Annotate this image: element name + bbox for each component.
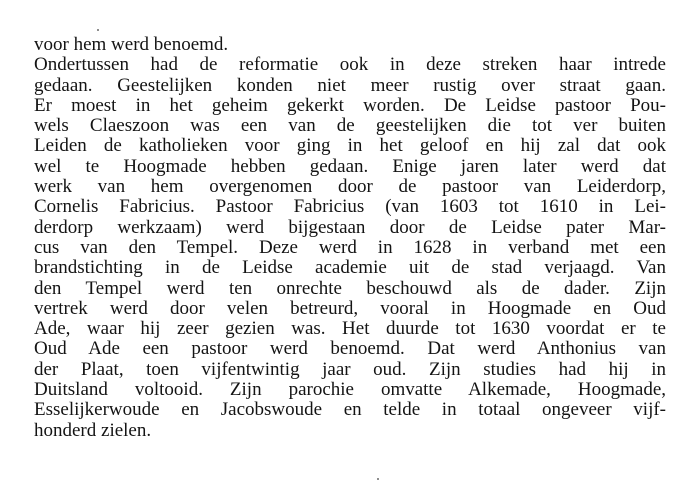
text-line: Duitsland voltooid. Zijn parochie omvatte Alkemade, Hoogmade, bbox=[34, 379, 666, 401]
text-line: Esselijkerwoude en Jacobswoude en telde in totaal ongeveer vijf- bbox=[34, 399, 666, 421]
text-line: gedaan. Geestelijken konden niet meer rustig over straat gaan. bbox=[34, 74, 666, 96]
scan-speck bbox=[97, 29, 99, 31]
text-line: brandstichting in de Leidse academie uit de stad verjaagd. Van bbox=[34, 257, 666, 279]
text-line: vertrek werd door velen betreurd, vooral in Hoogmade en Oud bbox=[34, 297, 666, 319]
text-line: wel te Hoogmade hebben gedaan. Enige jaren later werd dat bbox=[34, 155, 666, 177]
text-line: Cornelis Fabricius. Pastoor Fabricius (van 1603 tot 1610 in Lei- bbox=[34, 196, 666, 218]
text-line: den Tempel werd ten onrechte beschouwd als de dader. Zijn bbox=[34, 277, 666, 299]
text-line: werk van hem overgenomen door de pastoor van Leiderdorp, bbox=[34, 176, 666, 198]
scan-speck bbox=[377, 478, 379, 480]
text-line: Er moest in het geheim gekerkt worden. De Leidse pastoor Pou- bbox=[34, 94, 666, 116]
text-line: cus van den Tempel. Deze werd in 1628 in verband met een bbox=[34, 236, 666, 258]
text-line: wels Claeszoon was een van de geestelijken die tot ver buiten bbox=[34, 115, 666, 137]
text-line: Ade, waar hij zeer gezien was. Het duurde tot 1630 voordat er te bbox=[34, 318, 666, 340]
text-line: voor hem werd benoemd. bbox=[34, 34, 229, 55]
text-line: Oud Ade een pastoor werd benoemd. Dat werd Anthonius van bbox=[34, 338, 666, 360]
text-line: honderd zielen. bbox=[34, 419, 152, 441]
text-line: derdorp werkzaam) werd bijgestaan door de Leidse pater Mar- bbox=[34, 216, 666, 238]
text-line: der Plaat, toen vijfentwintig jaar oud. Zijn studies had hij in bbox=[34, 358, 666, 380]
text-line: Leiden de katholieken voor ging in het geloof en hij zal dat ook bbox=[34, 135, 666, 157]
body-text bbox=[34, 35, 666, 441]
text-line: Ondertussen had de reformatie ook in deze streken haar intrede bbox=[34, 54, 666, 76]
